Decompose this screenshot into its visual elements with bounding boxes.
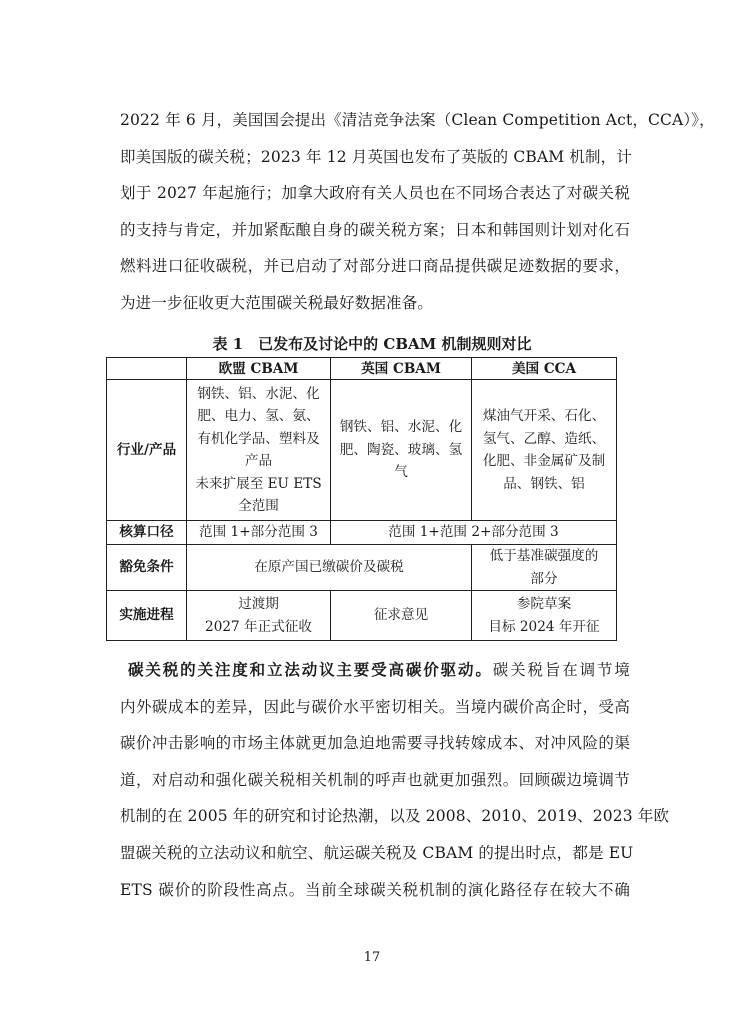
paragraph-2: [120, 652, 670, 908]
cell-line: 钢铁、铝、水泥、化: [197, 385, 320, 402]
paragraph-line: 2022 年 6 月，美国国会提出《清洁竞争法案（Clean Competition Act，CCA）》，: [120, 111, 715, 129]
row-label-progress: 实施进程: [107, 591, 187, 641]
table-caption: 表 1 已发布及讨论中的 CBAM 机制规则对比: [212, 335, 532, 353]
cell-line: 2027 年正式征收: [205, 618, 312, 635]
paragraph-line: 为进一步征收更大范围碳关税最好数据准备。: [120, 293, 434, 312]
cell-line: 部分: [530, 570, 558, 587]
table-header-empty: [107, 358, 187, 380]
cell-progress-uk: 征求意见: [331, 591, 472, 641]
table-row-industry: [107, 380, 617, 521]
row-label-exemption: 豁免条件: [107, 545, 187, 591]
table-header-eu: 欧盟 CBAM: [187, 358, 331, 380]
cell-line: 低于基准碳强度的: [489, 548, 599, 564]
paragraph-line: 机制的在 2005 年的研究和讨论热潮，以及 2008、2010、2019、2023 年欧: [120, 807, 670, 826]
cell-line: 气: [394, 464, 408, 481]
cell-line: 产品: [244, 453, 273, 469]
paragraph-line: 即美国版的碳关税；2023 年 12 月英国也发布了英版的 CBAM 机制，计: [120, 147, 632, 166]
row-label-accounting: 核算口径: [107, 521, 187, 545]
cell-line: 未来扩展至 EU ETS: [195, 475, 322, 492]
table-row-accounting: [107, 521, 617, 545]
cell-industry-us: [472, 380, 617, 521]
row-label-industry: 行业/产品: [107, 380, 187, 521]
cell-line: 钢铁、铝、水泥、化: [339, 419, 463, 436]
paragraph-line: 燃料进口征收碳税，并已启动了对部分进口商品提供碳足迹数据的要求，: [120, 257, 630, 276]
first-line-rest: 碳关税旨在调节境: [492, 661, 631, 679]
paragraph-line: 道，对启动和强化碳关税相关机制的呼声也就更加强烈。回顾碳边境调节: [120, 770, 630, 789]
cell-accounting-eu: 范围 1+部分范围 3: [187, 521, 331, 545]
cell-industry-eu: [187, 380, 331, 521]
cell-line: 目标 2024 年开征: [488, 618, 600, 635]
cell-industry-uk: [331, 380, 472, 521]
cell-line: 肥、陶瓷、玻璃、氢: [339, 441, 463, 458]
cell-line: 有机化学品、塑料及: [197, 430, 320, 447]
paragraph-first-line: [120, 652, 630, 689]
paragraph-line: 盟碳关税的立法动议和航空、航运碳关税及 CBAM 的提出时点，都是 EU: [120, 843, 634, 862]
cell-line: 煤油气开采、石化、: [482, 408, 606, 424]
cell-exemption-eu-uk: 在原产国已缴碳价及碳税: [187, 545, 472, 591]
cell-progress-eu: [187, 591, 331, 641]
cell-line: 过渡期: [238, 596, 279, 612]
table-header-uk: 英国 CBAM: [331, 358, 472, 380]
bold-lead: 碳关税的关注度和立法动议主要受高碳价驱动。: [128, 660, 493, 679]
cell-line: 化肥、非金属矿及制: [482, 453, 606, 469]
cell-line: 全范围: [238, 498, 279, 514]
paragraph-line: 内外碳成本的差异，因此与碳价水平密切相关。当境内碳价高企时，受高: [120, 697, 630, 716]
paragraph-1: [120, 102, 715, 322]
table-row-exemption: [107, 545, 617, 591]
cell-line: 肥、电力、氢、氨、: [197, 408, 320, 424]
table-header-us: 美国 CCA: [472, 358, 617, 380]
paragraph-line: 划于 2027 年起施行；加拿大政府有关人员也在不同场合表达了对碳关税: [120, 184, 630, 203]
paragraph-line: 的支持与肯定，并加紧酝酿自身的碳关税方案；日本和韩国则计划对化石: [120, 220, 630, 239]
cell-progress-us: [472, 591, 617, 641]
cell-exemption-us: [472, 545, 617, 591]
page-number: 17: [363, 950, 381, 965]
cell-line: 品、钢铁、铝: [503, 475, 585, 492]
cell-line: 参院草案: [516, 596, 572, 612]
table-row-progress: [107, 591, 617, 641]
table-header-row: [107, 358, 617, 380]
comparison-table: [106, 357, 617, 641]
cell-accounting-uk-us: 范围 1+范围 2+部分范围 3: [331, 521, 617, 545]
cell-line: 氢气、乙醇、造纸、: [482, 430, 606, 447]
paragraph-line: 碳价冲击影响的市场主体就更加急迫地需要寻找转嫁成本、对冲风险的渠: [120, 734, 630, 753]
paragraph-line: ETS 碳价的阶段性高点。当前全球碳关税机制的演化路径存在较大不确: [120, 880, 630, 899]
